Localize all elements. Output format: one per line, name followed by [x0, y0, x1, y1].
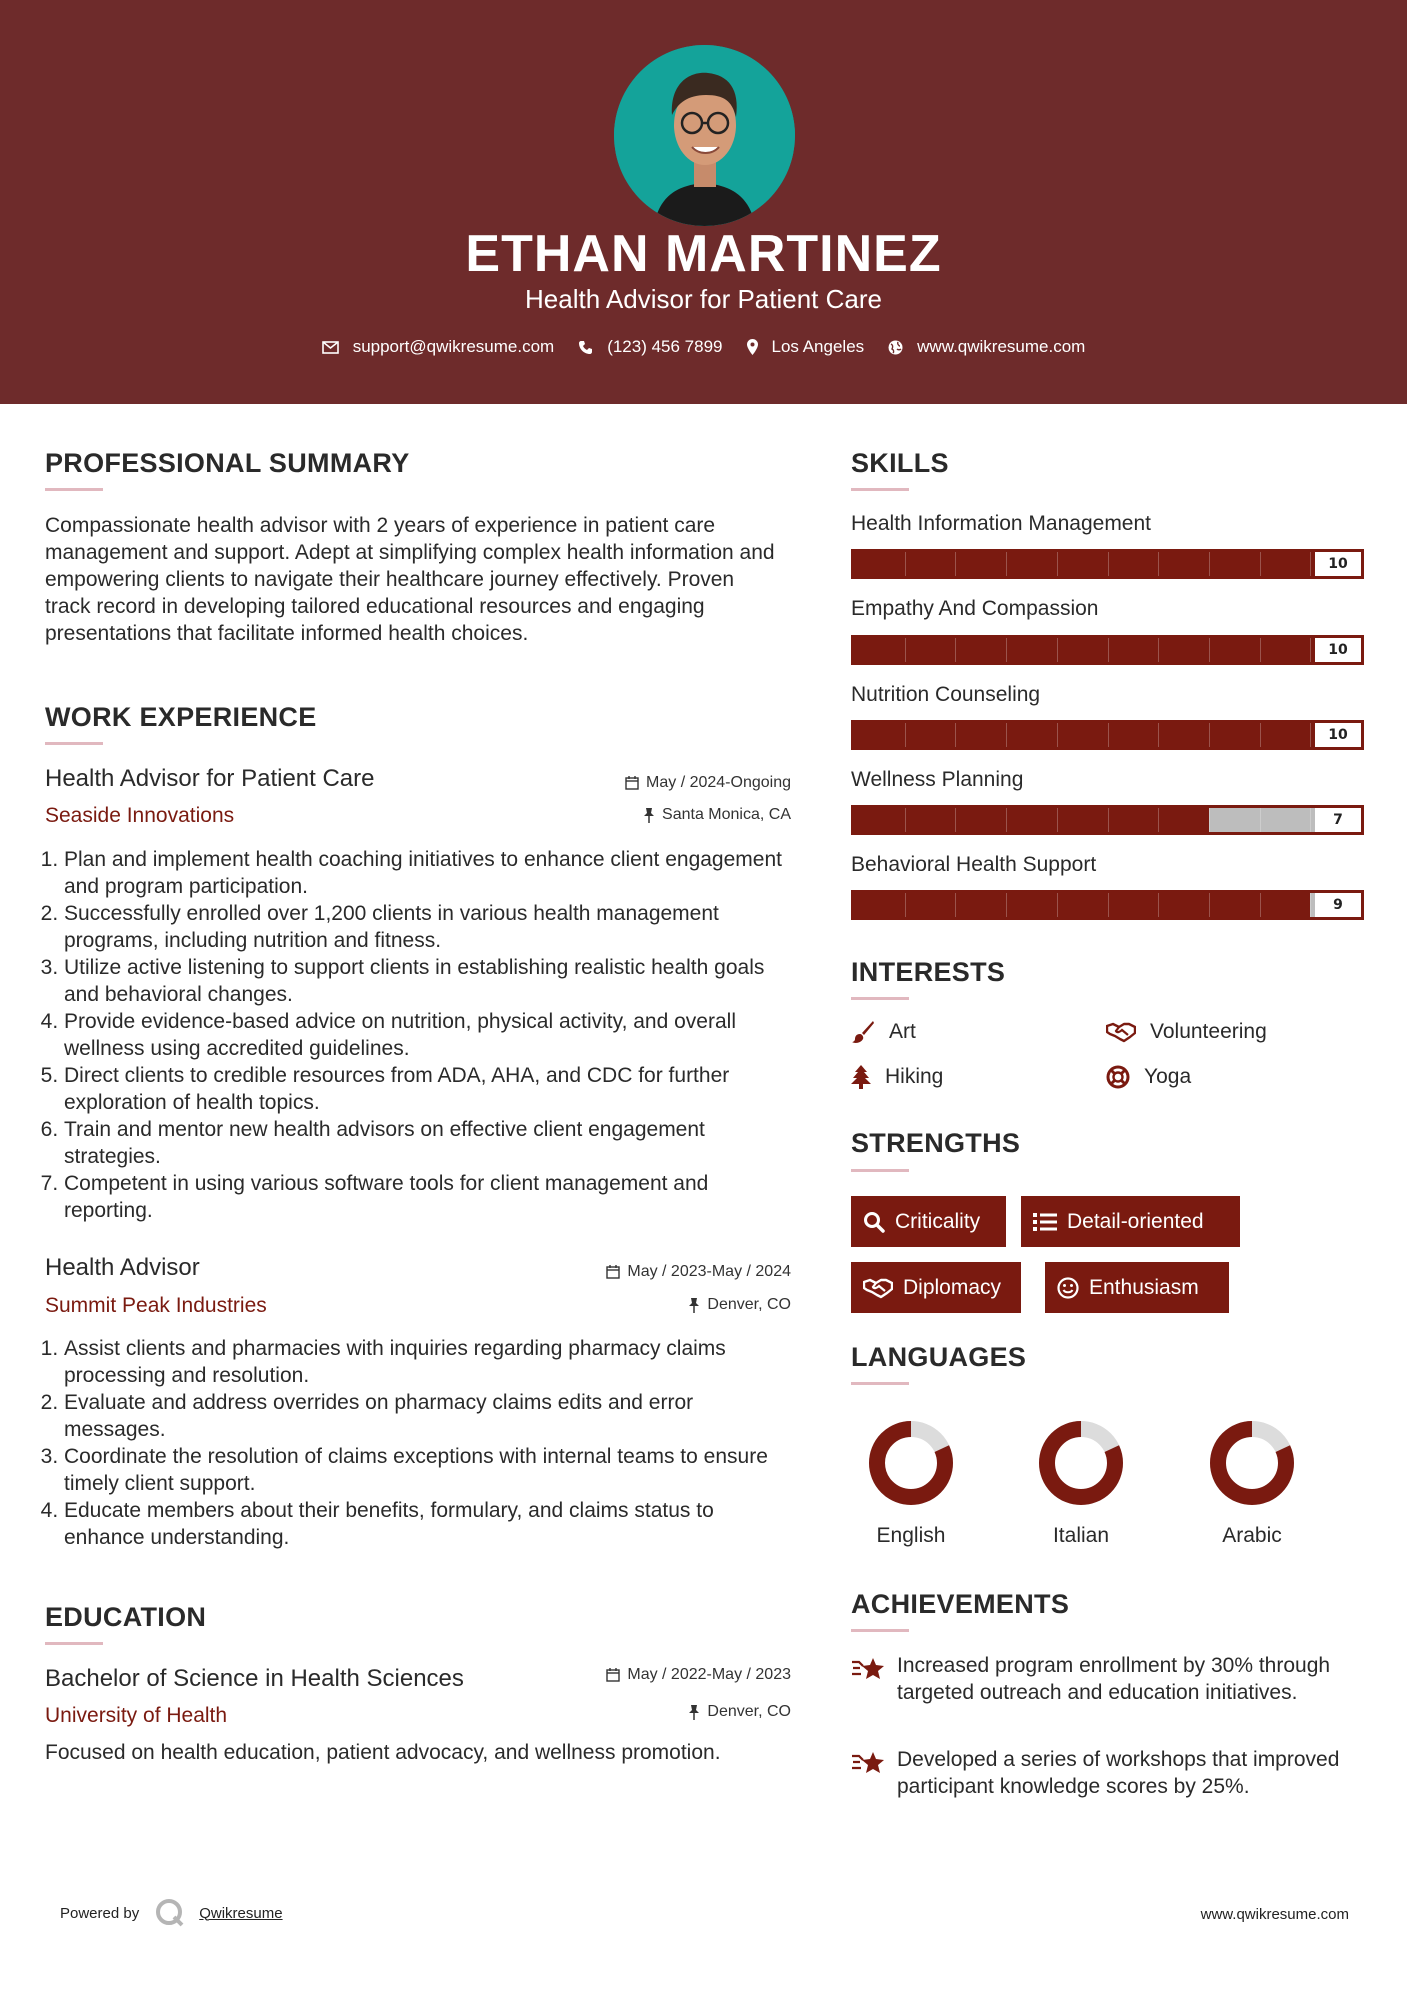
skill-bar: [851, 635, 1364, 665]
candidate-title: Health Advisor for Patient Care: [525, 284, 882, 314]
summary-heading: PROFESSIONAL SUMMARY: [45, 448, 410, 478]
language-label: English: [876, 1524, 946, 1547]
education-underline: [45, 1642, 103, 1645]
education-dates-text: May / 2022-May / 2023: [627, 1666, 791, 1683]
language-donut: [1209, 1420, 1295, 1506]
interest-item: [851, 1020, 916, 1044]
education-heading: EDUCATION: [45, 1602, 207, 1632]
skill-bar-segment: [1310, 893, 1311, 917]
job-location: [643, 806, 791, 824]
interest-label: Hiking: [885, 1065, 944, 1088]
list-item: 3. Coordinate the resolution of claims exceptions with internal teams to ensure timely client support.: [64, 1443, 800, 1497]
handshake-icon: [1106, 1021, 1136, 1043]
strength-tag: [851, 1262, 1021, 1313]
interest-item: [1106, 1065, 1191, 1089]
skill-bar-segment: [1260, 893, 1261, 917]
job-location-text: Denver, CO: [707, 1296, 791, 1313]
education-location: [688, 1703, 791, 1721]
skills-underline: [851, 488, 909, 491]
contact-row: [0, 337, 1407, 357]
skill-bar-segment: [1260, 638, 1261, 662]
skill-bar-segment: [1108, 552, 1109, 576]
resume-header: [0, 0, 1407, 404]
skill-bar-segment: [1108, 723, 1109, 747]
list-item: 7. Competent in using various software tools for client management and reporting.: [64, 1170, 790, 1224]
job-title: Health Advisor for Patient Care: [45, 765, 375, 792]
achievement-item: [851, 1652, 1371, 1706]
experience-heading: WORK EXPERIENCE: [45, 702, 317, 732]
list-icon: [1033, 1212, 1057, 1232]
skill-bar-segment: [1158, 808, 1159, 832]
pushpin-icon: [688, 1705, 700, 1720]
job-location: [688, 1296, 791, 1314]
skill-bar-segment: [1209, 893, 1210, 917]
skill-bar-fill: [854, 808, 1209, 832]
language-item: [1192, 1420, 1312, 1548]
envelope-icon: [322, 341, 339, 354]
skill-bar-segment: [1108, 893, 1109, 917]
strength-label: Enthusiasm: [1089, 1275, 1199, 1299]
achievement-text: Increased program enrollment by 30% through targeted outreach and education initiatives.: [897, 1654, 1331, 1704]
achievements-underline: [851, 1629, 909, 1632]
skill-label: Behavioral Health Support: [851, 853, 1097, 876]
interests-underline: [851, 997, 909, 1000]
calendar-icon: [625, 776, 639, 790]
skill-label: Wellness Planning: [851, 768, 1024, 791]
job-dates: [625, 774, 791, 792]
experience-underline: [45, 742, 103, 745]
list-item: 4. Provide evidence-based advice on nutrition, physical activity, and overall wellness using accredited guidelines.: [64, 1008, 790, 1062]
job-dates: [606, 1263, 791, 1281]
strengths-heading: STRENGTHS: [851, 1128, 1021, 1158]
job-title: Health Advisor: [45, 1254, 200, 1281]
interest-label: Art: [889, 1020, 916, 1043]
skill-label: Nutrition Counseling: [851, 683, 1041, 706]
summary-text: Compassionate health advisor with 2 years of experience in patient care management and support. Adept at simplifying complex health information and empowering clients to navigate their healthcare journey effectively. Proven track record in developing tailored educational resources and engaging presentations that facilitate informed health choices.: [45, 514, 775, 645]
skill-bar-fill: [854, 893, 1310, 917]
skill-bar-segment: [1260, 808, 1261, 832]
skills-heading: SKILLS: [851, 448, 949, 478]
skill-bar-segment: [905, 552, 906, 576]
education-location-text: Denver, CO: [707, 1703, 791, 1720]
location-text: Los Angeles: [771, 337, 865, 356]
skill-bar-segment: [1209, 552, 1210, 576]
skill-bar-segment: [955, 638, 956, 662]
skill-bar-segment: [905, 808, 906, 832]
smile-icon: [1057, 1277, 1079, 1299]
skill-bar-segment: [955, 808, 956, 832]
skill-score: 10: [1315, 638, 1361, 662]
tree-icon: [851, 1065, 871, 1089]
calendar-icon: [606, 1668, 620, 1682]
skill-bar-segment: [1057, 723, 1058, 747]
skill-bar-segment: [1260, 552, 1261, 576]
interest-label: Yoga: [1144, 1065, 1192, 1088]
strength-label: Detail-oriented: [1067, 1209, 1204, 1233]
skill-bar: [851, 890, 1364, 920]
skill-bar-segment: [1108, 638, 1109, 662]
job-company: Summit Peak Industries: [45, 1294, 267, 1317]
skill-score: 7: [1315, 808, 1361, 832]
powered-by-label: Powered by: [60, 1904, 140, 1922]
skill-score: 9: [1315, 893, 1361, 917]
skill-score: 10: [1315, 723, 1361, 747]
list-item: 4. Educate members about their benefits, formulary, and claims status to enhance understanding.: [64, 1497, 800, 1551]
qwikresume-logo-icon: [155, 1898, 185, 1928]
list-item: 1. Assist clients and pharmacies with inquiries regarding pharmacy claims processing and resolution.: [64, 1335, 800, 1389]
achievement-item: [851, 1746, 1371, 1800]
skill-bar: [851, 720, 1364, 750]
strength-label: Diplomacy: [903, 1275, 1002, 1299]
strengths-underline: [851, 1169, 909, 1172]
list-item: 2. Successfully enrolled over 1,200 clients in various health management programs, including nutrition and fitness.: [64, 900, 790, 954]
strength-tag: [1021, 1196, 1240, 1247]
list-item: 2. Evaluate and address overrides on pharmacy claims edits and error messages.: [64, 1389, 800, 1443]
strength-label: Criticality: [895, 1209, 981, 1233]
job-bullets: [45, 846, 790, 1224]
contact-website[interactable]: [888, 337, 1085, 357]
interest-item: [1106, 1020, 1267, 1044]
website-text: www.qwikresume.com: [917, 337, 1086, 356]
skill-bar-segment: [955, 552, 956, 576]
language-item: [851, 1420, 971, 1548]
skill-bar-segment: [905, 723, 906, 747]
skill-bar-segment: [1158, 893, 1159, 917]
language-item: [1021, 1420, 1141, 1548]
language-donut: [868, 1420, 954, 1506]
interest-item: [851, 1065, 943, 1089]
skill-bar-segment: [1057, 552, 1058, 576]
skill-bar-segment: [1310, 808, 1311, 832]
language-label: Arabic: [1222, 1524, 1282, 1547]
brand-link[interactable]: Qwikresume: [199, 1904, 283, 1922]
language-label: Italian: [1052, 1524, 1110, 1547]
list-item: 6. Train and mentor new health advisors on effective client engagement strategies.: [64, 1116, 790, 1170]
degree-title: Bachelor of Science in Health Sciences: [45, 1665, 464, 1692]
job-dates-text: May / 2024-Ongoing: [646, 774, 791, 791]
achievement-text: Developed a series of workshops that improved participant knowledge scores by 25%.: [897, 1748, 1340, 1798]
summary-underline: [45, 488, 103, 491]
phone-icon: [578, 340, 593, 355]
skill-bar-segment: [1310, 638, 1311, 662]
education-description: Focused on health education, patient advocacy, and wellness promotion.: [45, 1741, 721, 1764]
skill-bar-segment: [1057, 638, 1058, 662]
skill-bar-segment: [1310, 552, 1311, 576]
interests-heading: INTERESTS: [851, 957, 1006, 987]
skill-bar-segment: [1006, 723, 1007, 747]
skill-bar-segment: [1158, 638, 1159, 662]
strength-tag: [851, 1196, 1006, 1247]
languages-underline: [851, 1382, 909, 1385]
skill-label: Empathy And Compassion: [851, 597, 1099, 620]
job-location-text: Santa Monica, CA: [662, 806, 791, 823]
skill-score: 10: [1315, 552, 1361, 576]
skill-bar-segment: [1209, 638, 1210, 662]
skill-bar-segment: [1006, 638, 1007, 662]
list-item: 5. Direct clients to credible resources from ADA, AHA, and CDC for further exploration of health topics.: [64, 1062, 790, 1116]
contact-email[interactable]: [322, 337, 555, 357]
skill-bar-segment: [1310, 723, 1311, 747]
job-bullets: [45, 1335, 800, 1551]
language-donut: [1038, 1420, 1124, 1506]
skill-bar-segment: [1108, 808, 1109, 832]
footer-website[interactable]: www.qwikresume.com: [1200, 1906, 1349, 1923]
skill-bar-segment: [1006, 808, 1007, 832]
star-hand-icon: [851, 1656, 885, 1682]
contact-phone[interactable]: [578, 337, 722, 357]
job-company: Seaside Innovations: [45, 804, 235, 827]
skill-bar-segment: [1006, 552, 1007, 576]
contact-location: [747, 337, 865, 357]
skill-bar-segment: [955, 723, 956, 747]
skill-bar-segment: [1209, 723, 1210, 747]
skill-bar: [851, 549, 1364, 579]
pushpin-icon: [643, 808, 655, 823]
star-hand-icon: [851, 1750, 885, 1776]
globe-icon: [888, 340, 903, 355]
map-pin-icon: [747, 339, 758, 355]
achievements-heading: ACHIEVEMENTS: [851, 1589, 1070, 1619]
school-name: University of Health: [45, 1704, 228, 1727]
skill-bar-segment: [905, 893, 906, 917]
calendar-icon: [606, 1265, 620, 1279]
education-dates: [606, 1666, 791, 1684]
candidate-name: ETHAN MARTINEZ: [465, 225, 942, 283]
skill-bar-segment: [1209, 808, 1210, 832]
skill-bar: [851, 805, 1364, 835]
skill-bar-segment: [1158, 723, 1159, 747]
skill-bar-segment: [1006, 893, 1007, 917]
skill-label: Health Information Management: [851, 512, 1151, 535]
strength-tag: [1045, 1262, 1229, 1313]
email-text: support@qwikresume.com: [352, 337, 555, 356]
pushpin-icon: [688, 1298, 700, 1313]
skill-bar-segment: [1057, 808, 1058, 832]
skill-bar-segment: [1057, 893, 1058, 917]
list-item: 1. Plan and implement health coaching initiatives to enhance client engagement and program participation.: [64, 846, 790, 900]
profile-photo: [614, 45, 795, 226]
skill-bar-segment: [955, 893, 956, 917]
skill-bar-segment: [905, 638, 906, 662]
list-item: 3. Utilize active listening to support clients in establishing realistic health goals and behavioral changes.: [64, 954, 790, 1008]
languages-heading: LANGUAGES: [851, 1342, 1027, 1372]
footer-powered-by: [60, 1898, 283, 1928]
search-icon: [863, 1211, 885, 1233]
skill-bar-segment: [1260, 723, 1261, 747]
paintbrush-icon: [851, 1020, 875, 1044]
phone-text: (123) 456 7899: [607, 337, 723, 356]
lifering-icon: [1106, 1065, 1130, 1089]
interest-label: Volunteering: [1150, 1020, 1267, 1043]
handshake-icon: [863, 1277, 893, 1299]
job-dates-text: May / 2023-May / 2024: [627, 1263, 791, 1280]
skill-bar-segment: [1158, 552, 1159, 576]
